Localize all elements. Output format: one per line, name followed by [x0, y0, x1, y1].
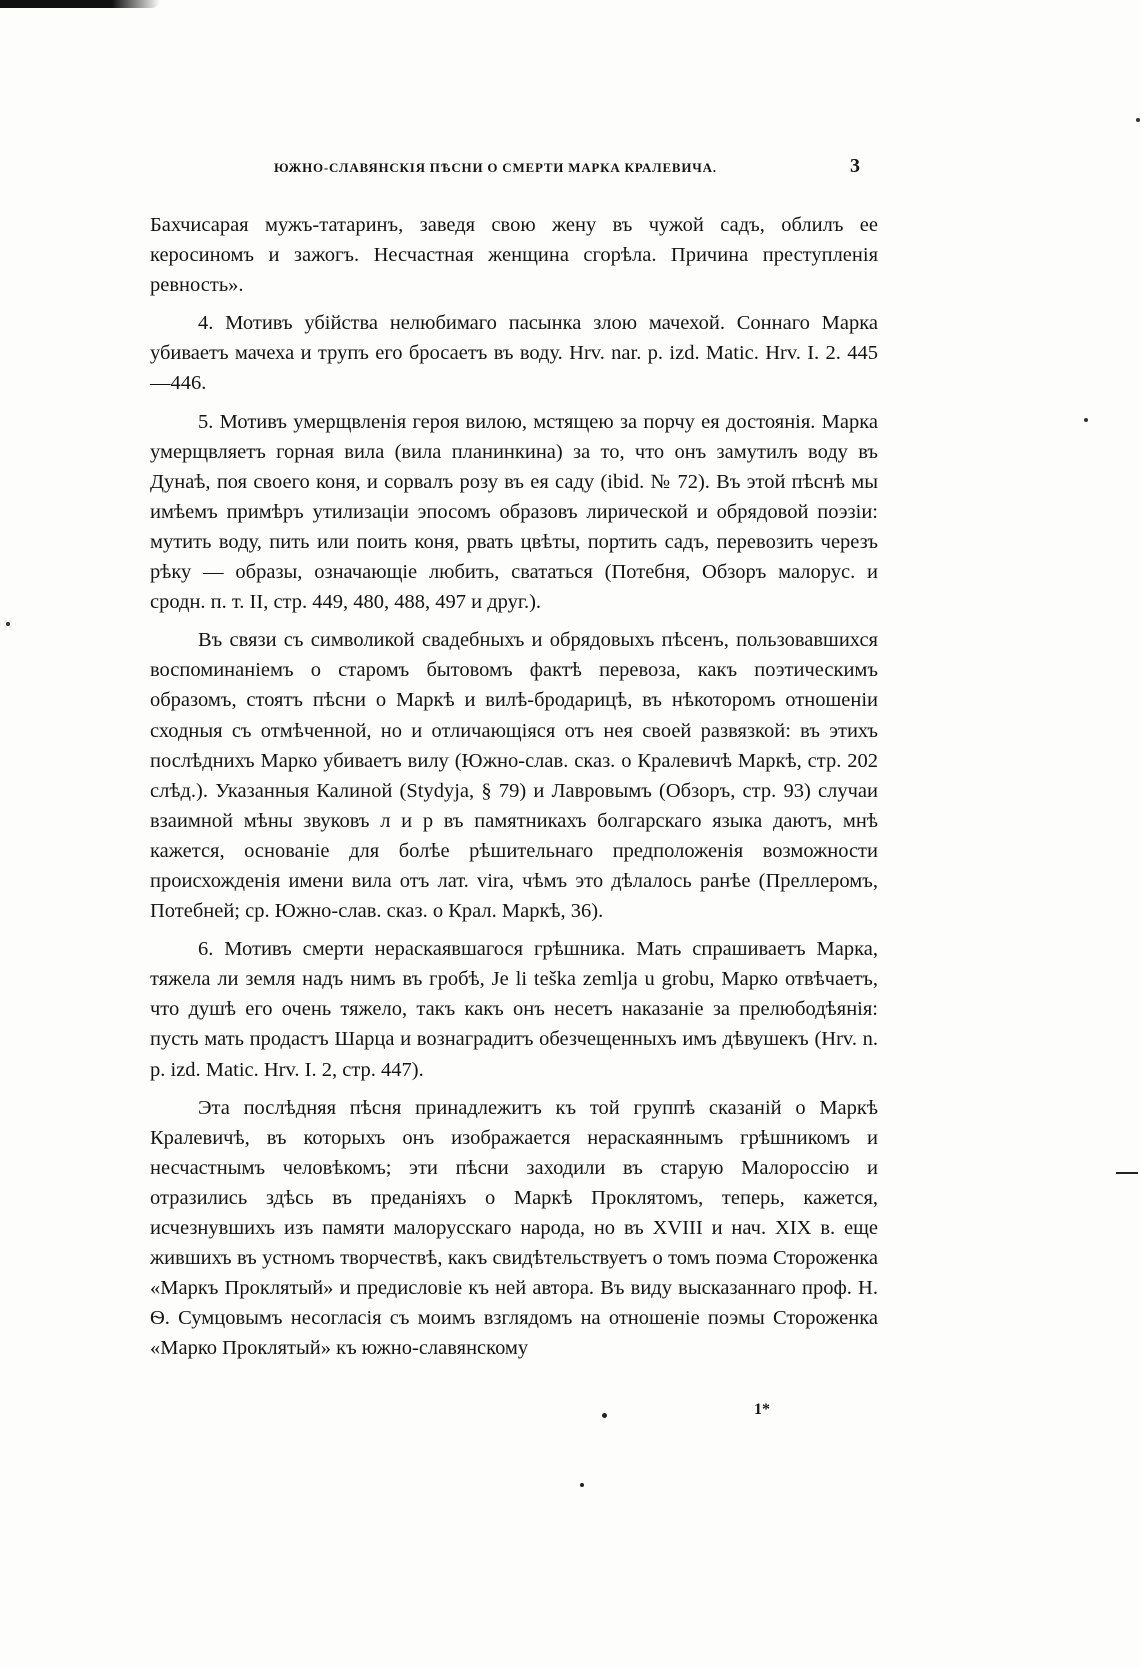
paragraph-3: 5. Мотивъ умерщвленія героя вилою, мстящею за порчу ея достоянія. Марка умерщвляетъ горная вила (вила планинкина) за то, что онъ замутилъ воду въ Дунаѣ, поя своего коня, и сорвалъ розу въ ея саду (ibid. № 72). Въ этой пѣснѣ мы имѣемъ примѣръ утилизаціи эпосомъ образовъ лирической и обрядовой поэзіи: мутить воду, пить или поить коня, рвать цвѣты, портить садъ, перевозить черезъ рѣку — образы, означающіе любить, свататься (Потебня, Обзоръ малорус. и сродн. п. т. II, стр. 449, 480, 488, 497 и друг.).	[150, 410, 878, 614]
main-text-block	[150, 210, 878, 1371]
paragraph-4: Въ связи съ символикой свадебныхъ и обрядовыхъ пѣсенъ, пользовавшихся воспоминаніемъ о старомъ бытовомъ фактѣ перевоза, какъ поэтическимъ образомъ, стоятъ пѣсни о Маркѣ и вилѣ-бродарицѣ, въ нѣкоторомъ отношеніи сходныя съ отмѣченной, но и отличающіяся отъ нея своей развязкой: въ этихъ послѣднихъ Марко убиваетъ вилу (Южно-слав. сказ. о Кралевичѣ Маркѣ, стр. 202 слѣд.). Указанныя Калиной (Stydyja, § 79) и Лавровымъ (Обзоръ, стр. 93) случаи взаимной мѣны звуковъ л и р въ памятникахъ болгарскаго языка даютъ, мнѣ кажется, основаніе для болѣе рѣшительнаго предположенія возможности происхожденія имени вила отъ лат. vira, чѣмъ это дѣлалось ранѣе (Преллеромъ, Потебней; ср. Южно-слав. сказ. о Крал. Маркѣ, 36).	[150, 629, 878, 923]
scan-dot	[602, 1413, 607, 1418]
running-header-title: ЮЖНО-СЛАВЯНСКІЯ ПѢСНИ О СМЕРТИ МАРКА КРАЛЕВИЧА.	[274, 160, 717, 175]
scan-dot	[1136, 118, 1140, 122]
scan-dot	[6, 622, 10, 626]
paragraph-2: 4. Мотивъ убійства нелюбимаго пасынка злою мачехой. Соннаго Марка убиваетъ мачеха и трупъ его бросаетъ въ воду. Hrv. nar. p. izd. Matic. Hrv. I. 2. 445—446.	[150, 312, 878, 395]
signature-mark: 1*	[754, 1401, 770, 1418]
page-number: 3	[850, 155, 860, 177]
scan-dot	[1084, 418, 1088, 422]
paragraph-1: Бахчисарая мужъ-татаринъ, заведя свою жену въ чужой садъ, облилъ ее керосиномъ и зажогъ. Несчастная женщина сгорѣла. Причина преступленія ревность».	[150, 214, 878, 297]
paragraph-5: 6. Мотивъ смерти нераскаявшагося грѣшника. Мать спрашиваетъ Марка, тяжела ли земля надъ нимъ въ гробѣ, Je li teška zemlja u grobu, Марко отвѣчаетъ, что душѣ его очень тяжело, такъ какъ онъ несетъ наказаніе за прелюбодѣянія: пусть мать продастъ Шарца и вознаградитъ обезчещенныхъ имъ дѣвушекъ (Hrv. n. p. izd. Matic. Hrv. I. 2, стр. 447).	[150, 938, 878, 1081]
scan-artifact-right-mark	[1116, 1172, 1138, 1174]
scan-dot	[580, 1483, 584, 1487]
paragraph-6: Эта послѣдняя пѣсня принадлежитъ къ той группѣ сказаній о Маркѣ Кралевичѣ, въ которыхъ онъ изображается нераскаяннымъ грѣшникомъ и несчастнымъ человѣкомъ; эти пѣсни заходили въ старую Малороссію и отразились здѣсь въ преданіяхъ о Маркѣ Проклятомъ, теперь, кажется, исчезнувшихъ изъ памяти малорусскаго народа, но въ XVIII и нач. XIX в. еще жившихъ въ устномъ творчествѣ, какъ свидѣтельствуетъ о томъ поэма Стороженка «Маркъ Проклятый» и предисловіе къ ней автора. Въ виду высказаннаго проф. Н. Ѳ. Сумцовымъ несогласія съ моимъ взглядомъ на отношеніе поэмы Стороженка «Марко Проклятый» къ южно-славянскому	[150, 1096, 878, 1360]
scan-artifact-top-left	[0, 0, 160, 8]
